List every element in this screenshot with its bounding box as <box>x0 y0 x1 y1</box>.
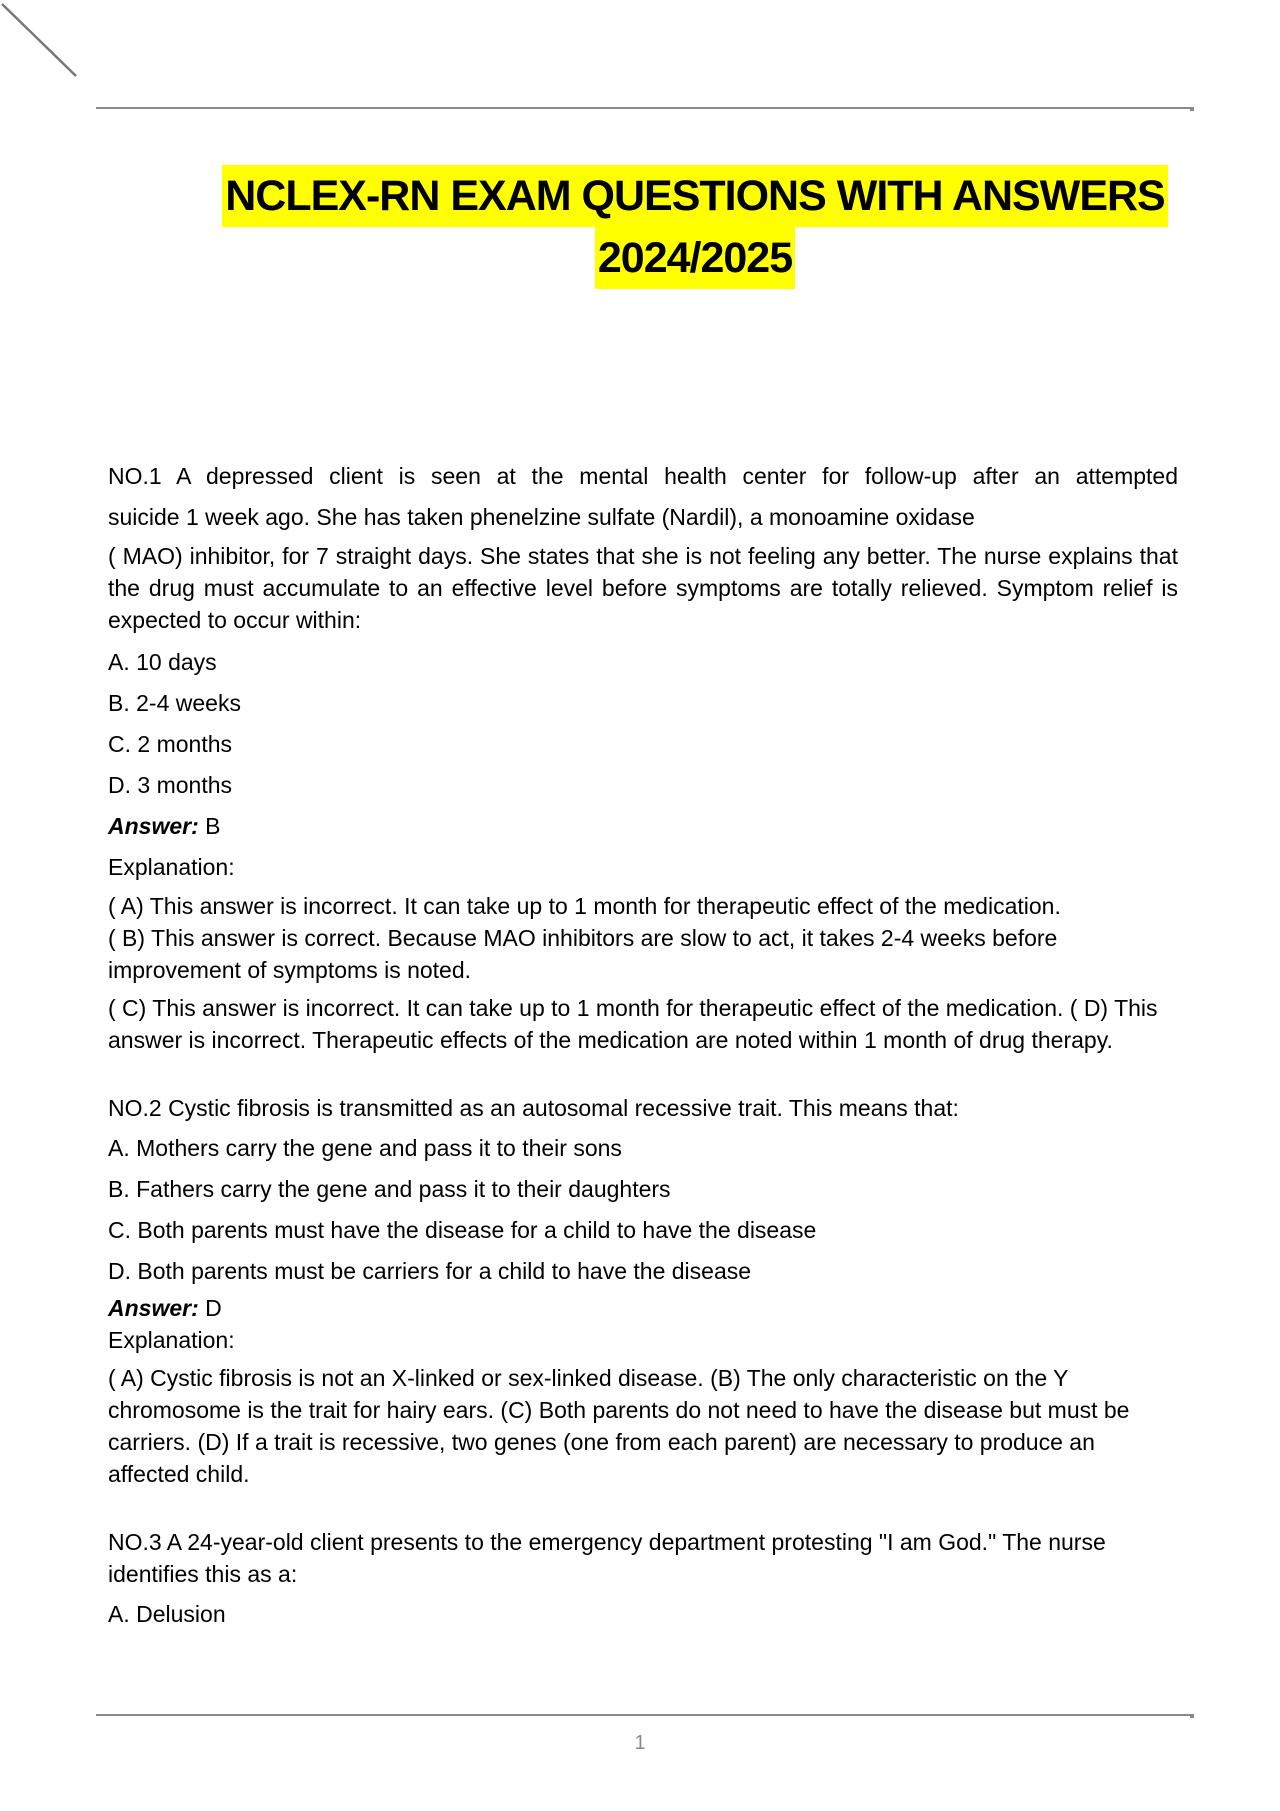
answer-value: B <box>198 813 221 839</box>
answer-label: Answer: <box>108 1295 199 1321</box>
answer-label: Answer: <box>108 813 199 839</box>
footer-rule <box>96 1714 1192 1716</box>
question-2-option-c: C. Both parents must have the disease for a child to have the disease <box>108 1217 817 1243</box>
question-1-explanation-2: ( C) This answer is incorrect. It can take up to 1 month for therapeutic effect of the medication. ( D) This answer is incorrect. Therapeutic effects of the medication are noted within 1 month of drug therapy. <box>108 995 1158 1053</box>
page-number: 1 <box>634 1732 646 1754</box>
question-1-answer <box>108 806 1178 847</box>
question-3-option-a: A. Delusion <box>108 1601 226 1627</box>
question-1-stem-line-1: NO.1 A depressed client is seen at the mental health center for follow-up after an attempted <box>108 463 1178 489</box>
question-1-option-c: C. 2 months <box>108 731 232 757</box>
question-2-option-b: B. Fathers carry the gene and pass it to their daughters <box>108 1176 671 1202</box>
question-2-answer <box>108 1292 1178 1324</box>
title-line-2: 2024/2025 <box>595 227 795 289</box>
title-line-1: NCLEX-RN EXAM QUESTIONS WITH ANSWERS <box>222 165 1167 227</box>
question-1-explanation-label: Explanation: <box>108 854 235 880</box>
question-2 <box>108 1092 1178 1490</box>
question-2-explanation-1: ( A) Cystic fibrosis is not an X-linked or sex-linked disease. (B) The only characteristic on the Y chromosome is the trait for hairy ears. (C) Both parents do not need to have the disease but must be carriers. (D) If a trait is recessive, two genes (one from each parent) are necessary to produce an affected child. <box>108 1365 1130 1487</box>
header-rule <box>96 107 1192 109</box>
question-2-explanation-label: Explanation: <box>108 1327 235 1353</box>
question-1-option-d: D. 3 months <box>108 772 232 798</box>
document-title <box>150 165 1240 289</box>
question-2-stem: NO.2 Cystic fibrosis is transmitted as an autosomal recessive trait. This means that: <box>108 1095 959 1121</box>
question-1-stem-line-2: suicide 1 week ago. She has taken phenelzine sulfate (Nardil), a monoamine oxidase <box>108 504 975 530</box>
question-2-option-a: A. Mothers carry the gene and pass it to their sons <box>108 1135 622 1161</box>
question-1-option-a: A. 10 days <box>108 649 217 675</box>
question-1-option-b: B. 2-4 weeks <box>108 690 241 716</box>
question-1 <box>108 456 1178 1056</box>
question-2-option-d: D. Both parents must be carriers for a child to have the disease <box>108 1258 752 1284</box>
question-1-explanation-1: ( A) This answer is incorrect. It can take up to 1 month for therapeutic effect of the medication. ( B) This answer is correct. Because MAO inhibitors are slow to act, it takes 2-4 weeks before improvement of symptoms is noted. <box>108 893 1061 983</box>
answer-value: D <box>198 1295 222 1321</box>
corner-crop-mark <box>0 0 90 90</box>
question-3-stem: NO.3 A 24-year-old client presents to the emergency department protesting "I am God." The nurse identifies this as a: <box>108 1529 1106 1587</box>
question-3 <box>108 1526 1178 1635</box>
question-1-stem-rest: ( MAO) inhibitor, for 7 straight days. She states that she is not feeling any better. The nurse explains that the drug must accumulate to an effective level before symptoms are totally relieved. Symptom relief is expected to occur within: <box>108 543 1178 633</box>
document-body <box>108 456 1178 1635</box>
